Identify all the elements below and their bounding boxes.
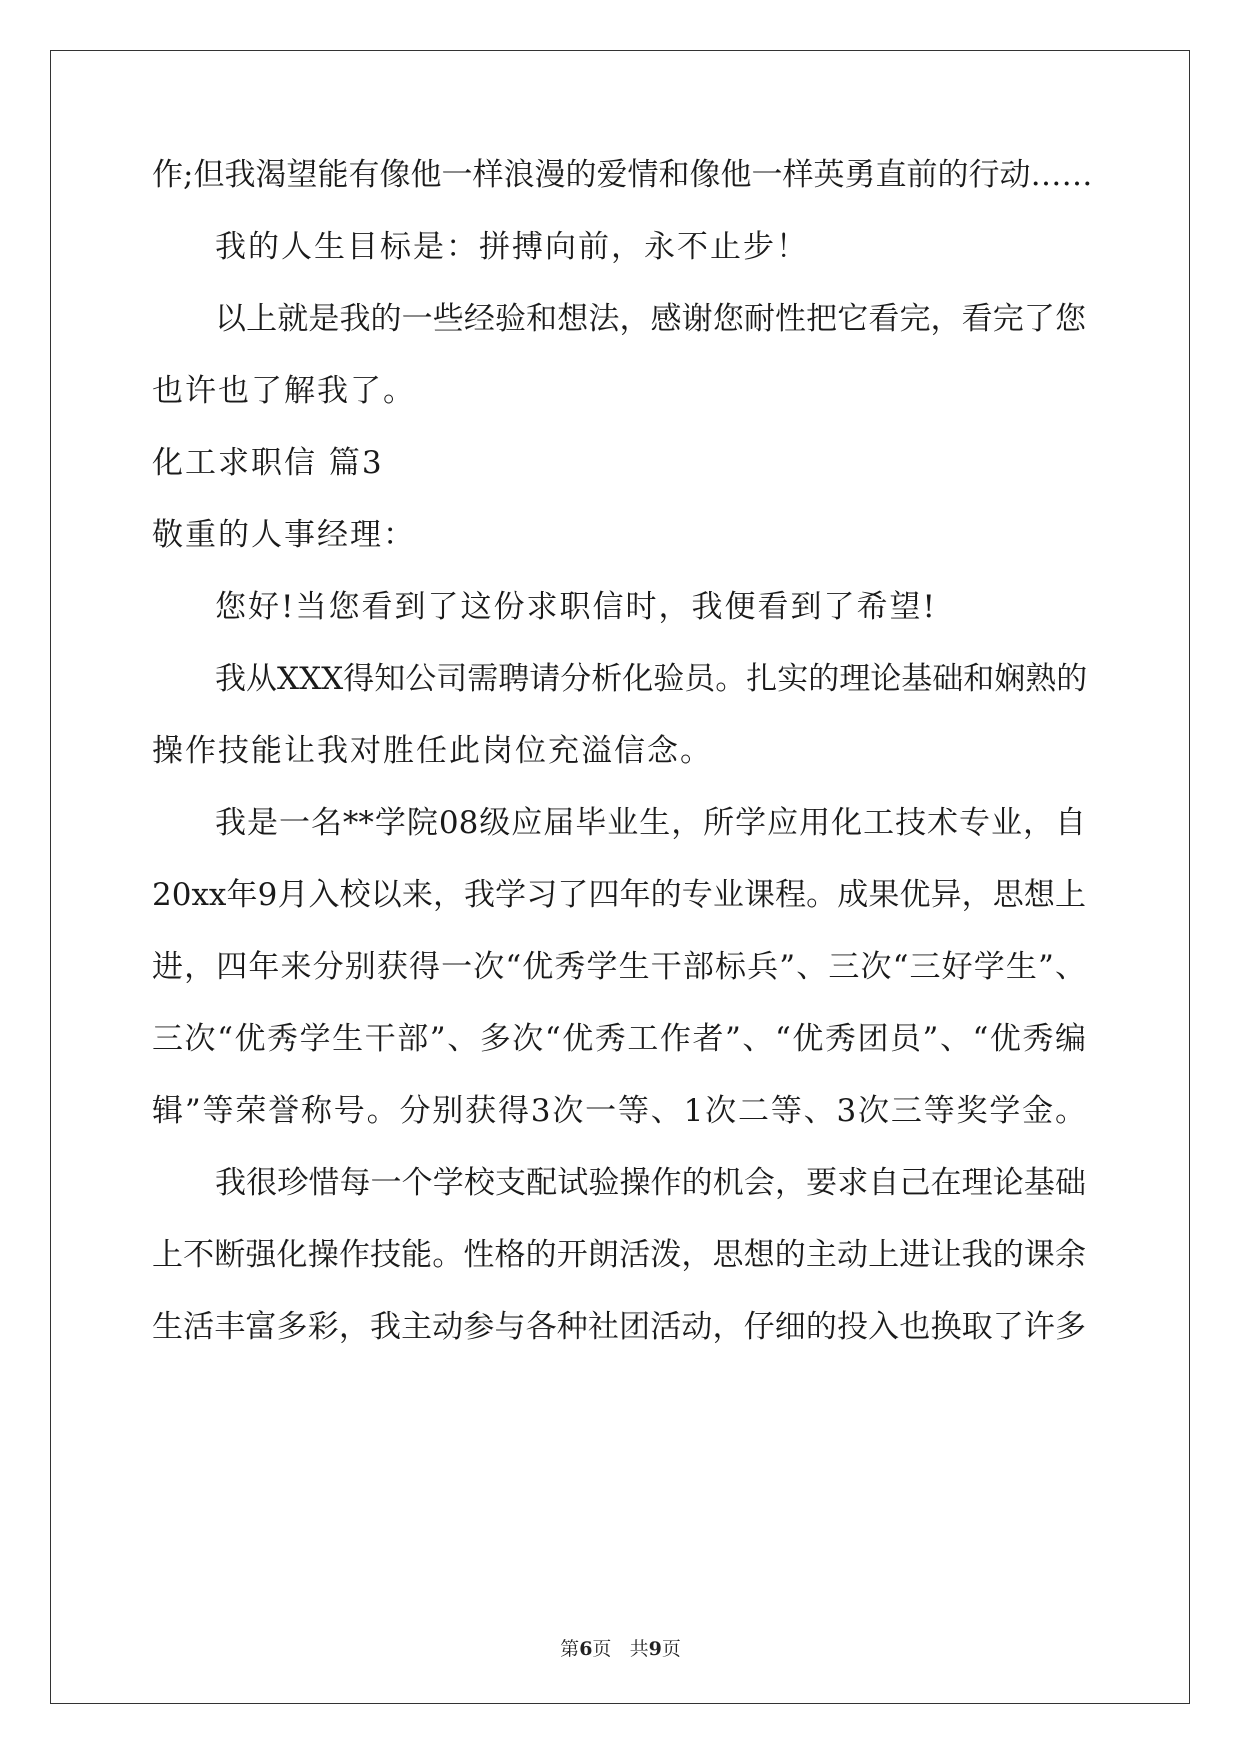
text-line: 您好!当您看到了这份求职信时，我便看到了希望! <box>215 589 937 625</box>
text-line: 生活丰富多彩，我主动参与各种社团活动，仔细的投入也换取了许多 <box>152 1309 1086 1345</box>
page-footer <box>0 1637 1241 1661</box>
salutation: 敬重的人事经理： <box>152 517 416 553</box>
footer-prefix: 第 <box>560 1638 580 1660</box>
text-line: 我是一名**学院08级应届毕业生，所学应用化工技术专业，自 <box>215 805 1086 841</box>
text-line: 20xx年9月入校以来，我学习了四年的专业课程。成果优异，思想上 <box>152 877 1086 913</box>
text-line: 进，四年来分别获得一次“优秀学生干部标兵”、三次“三好学生”、 <box>152 949 1086 985</box>
text-line: 我从XXX得知公司需聘请分析化验员。扎实的理论基础和娴熟的 <box>215 661 1088 697</box>
footer-total-suffix: 页 <box>661 1638 681 1660</box>
text-line: 三次“优秀学生干部”、多次“优秀工作者”、“优秀团员”、“优秀编 <box>152 1021 1086 1057</box>
text-line: 我很珍惜每一个学校支配试验操作的机会，要求自己在理论基础 <box>215 1165 1086 1201</box>
text-line: 操作技能让我对胜任此岗位充溢信念。 <box>152 733 713 769</box>
text-line: 上不断强化操作技能。性格的开朗活泼，思想的主动上进让我的课余 <box>152 1237 1086 1273</box>
section-heading: 化工求职信 篇3 <box>152 445 384 481</box>
total-pages-number: 9 <box>648 1638 662 1660</box>
current-page-number: 6 <box>579 1638 593 1660</box>
footer-page-suffix: 页 <box>592 1638 612 1660</box>
footer-total-prefix: 共 <box>629 1638 649 1660</box>
text-line: 作;但我渴望能有像他一样浪漫的爱情和像他一样英勇直前的行动…… <box>152 157 1093 193</box>
text-line: 也许也了解我了。 <box>152 373 416 409</box>
text-line: 我的人生目标是：拼搏向前，永不止步！ <box>215 229 809 265</box>
text-line: 辑”等荣誉称号。分别获得3次一等、1次二等、3次三等奖学金。 <box>152 1093 1086 1129</box>
text-line: 以上就是我的一些经验和想法，感谢您耐性把它看完，看完了您 <box>215 301 1086 337</box>
